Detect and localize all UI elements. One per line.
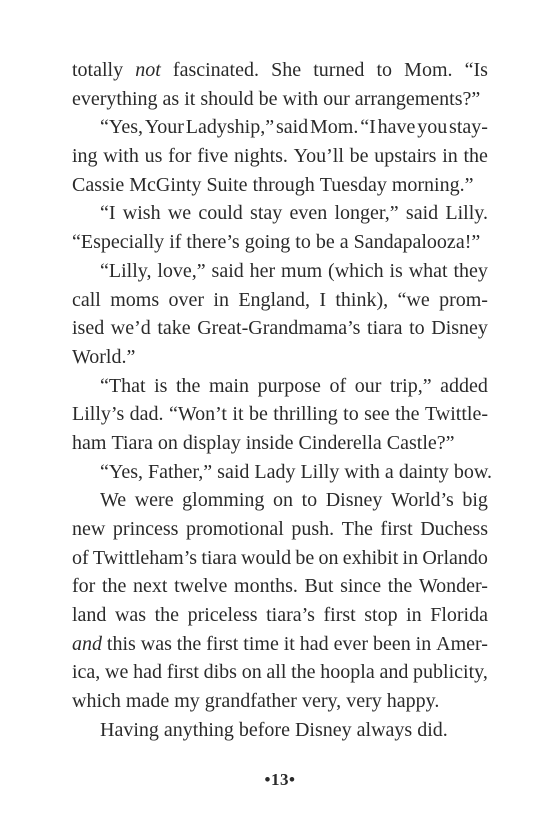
text-line: “I wish we could stay even longer,” said Lilly. [100,202,488,225]
text-line: ing with us for five nights. You’ll be upstairs in the [72,145,488,168]
text-line: for the next twelve months. But since the Wonder- [72,575,488,598]
text-line: Lilly’s dad. “Won’t it be thrilling to see the Twittle- [72,403,488,426]
text-line: ica, we had first dibs on all the hoopla and publicity, [72,661,488,684]
text-line: everything as it should be with our arrangements?” [72,87,481,110]
text-line: “Lilly, love,” said her mum (which is what they [100,259,488,282]
text-line: Cassie McGinty Suite through Tuesday morning.” [72,173,474,196]
text-line: and this was the first time it had ever been in Amer- [72,632,488,655]
text-line: ham Tiara on display inside Cinderella Castle?” [72,431,455,454]
text-line: “Yes, Father,” said Lady Lilly with a dainty bow. [100,460,492,483]
text-line: “Especially if there’s going to be a Sandapalooza!” [72,231,481,254]
text-line: call moms over in England, I think), “we prom- [72,288,488,311]
text-line: World.” [72,345,136,368]
text-line: land was the priceless tiara’s first stop in Florida [72,604,488,627]
text-line: “Yes, Your Ladyship,” said Mom. “I have you stay- [100,116,488,139]
text-line: ised we’d take Great-Grandmama’s tiara to Disney [72,317,488,340]
page-number: •13• [264,770,296,789]
body-text [72,56,492,745]
text-line: new princess promotional push. The first Duchess [72,518,488,540]
text-line: of Twittleham’s tiara would be on exhibit in Orlando [72,546,488,569]
text-line: “That is the main purpose of our trip,” added [100,374,488,397]
text-line: We were glomming on to Disney World’s big [100,489,488,512]
text-line: totally not fascinated. She turned to Mom. “Is [72,59,488,81]
text-line: which made my grandfather very, very happy. [72,690,440,713]
text-line: Having anything before Disney always did. [100,718,448,741]
